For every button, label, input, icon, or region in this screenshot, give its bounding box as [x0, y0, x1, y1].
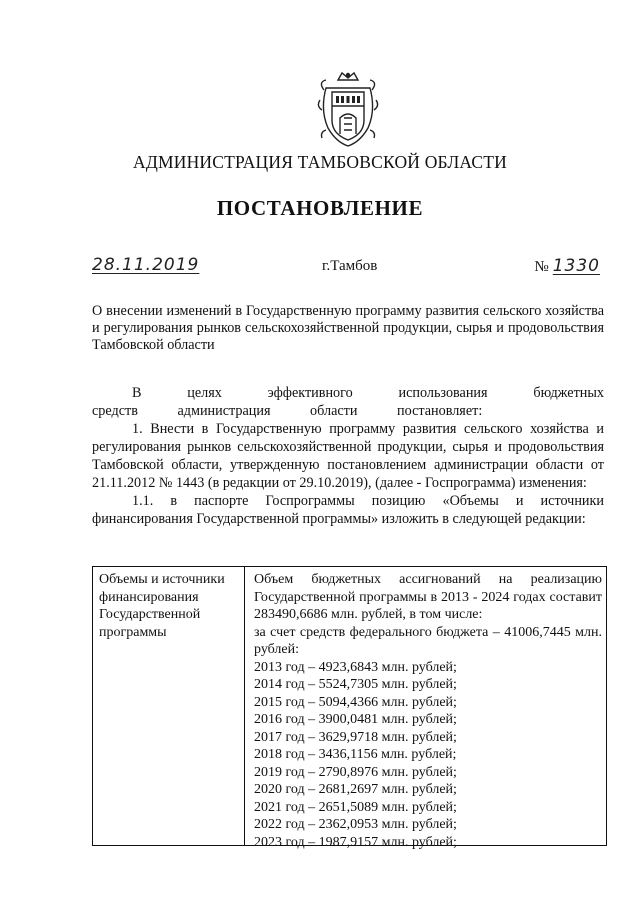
year-row: 2016 год – 3900,0481 млн. рублей;	[254, 712, 457, 727]
coat-of-arms-icon	[316, 70, 380, 150]
body-intro-paragraph: В целях эффективного использования бюджетных средств администрация области постановляет:	[92, 385, 604, 419]
document-subject: О внесении изменений в Государственную программу развития сельского хозяйства и регулирования рынков сельскохозяйственной продукции, сырья и продовольствия Тамбовской области	[92, 303, 604, 353]
organization-title: АДМИНИСТРАЦИЯ ТАМБОВСКОЙ ОБЛАСТИ	[133, 152, 507, 172]
year-row: 2013 год – 4923,6843 млн. рублей;	[254, 659, 457, 675]
financing-table	[92, 566, 607, 850]
document-number-block	[534, 256, 600, 276]
year-row: 2022 год – 2362,0953 млн. рублей;	[254, 817, 457, 832]
year-row: 2021 год – 2651,5089 млн. рублей;	[254, 799, 457, 815]
year-row: 2023 год – 1987,9157 млн. рублей;	[254, 834, 457, 850]
year-row: 2018 год – 3436,1156 млн. рублей;	[254, 747, 457, 762]
body-item-1-1: 1.1. в паспорте Госпрограммы позицию «Объемы и источники финансирования Государственной программы» изложить в следующей редакции:	[92, 493, 604, 527]
document-date: 28.11.2019	[92, 255, 200, 275]
federal-budget-text: за счет средств федерального бюджета – 41006,7445 млн. рублей:	[254, 624, 602, 657]
table-column-divider	[244, 567, 245, 845]
document-meta-line	[90, 256, 600, 280]
year-row: 2019 год – 2790,8976 млн. рублей;	[254, 764, 457, 780]
document-city: г.Тамбов	[322, 258, 378, 274]
document-number-label: №	[534, 259, 549, 275]
table-left-cell: Объемы и источники финансирования Государственной программы	[99, 572, 225, 640]
document-type-title: ПОСТАНОВЛЕНИЕ	[216, 196, 424, 220]
year-row: 2017 год – 3629,9718 млн. рублей;	[254, 729, 457, 745]
year-row: 2020 год – 2681,2697 млн. рублей;	[254, 782, 457, 797]
document-body	[92, 384, 604, 528]
body-item-1: 1. Внести в Государственную программу развития сельского хозяйства и регулирования рынков сельскохозяйственной продукции, сырья и продовольствия Тамбовской области, утвержденную постановлением администрации области от 21.11.2012 № 1443 (в редакции от 29.10.2019), (далее - Госпрограмма) изменения:	[92, 421, 604, 491]
document-number: 1330	[552, 256, 600, 276]
year-row: 2014 год – 5524,7305 млн. рублей;	[254, 677, 457, 692]
financing-total-text: Объем бюджетных ассигнований на реализацию Государственной программы в 2013 - 2024 годах составит 283490,6686 млн. рублей, в том числе:	[254, 572, 602, 622]
year-row: 2015 год – 5094,4366 млн. рублей;	[254, 694, 457, 710]
table-right-cell	[254, 571, 602, 851]
